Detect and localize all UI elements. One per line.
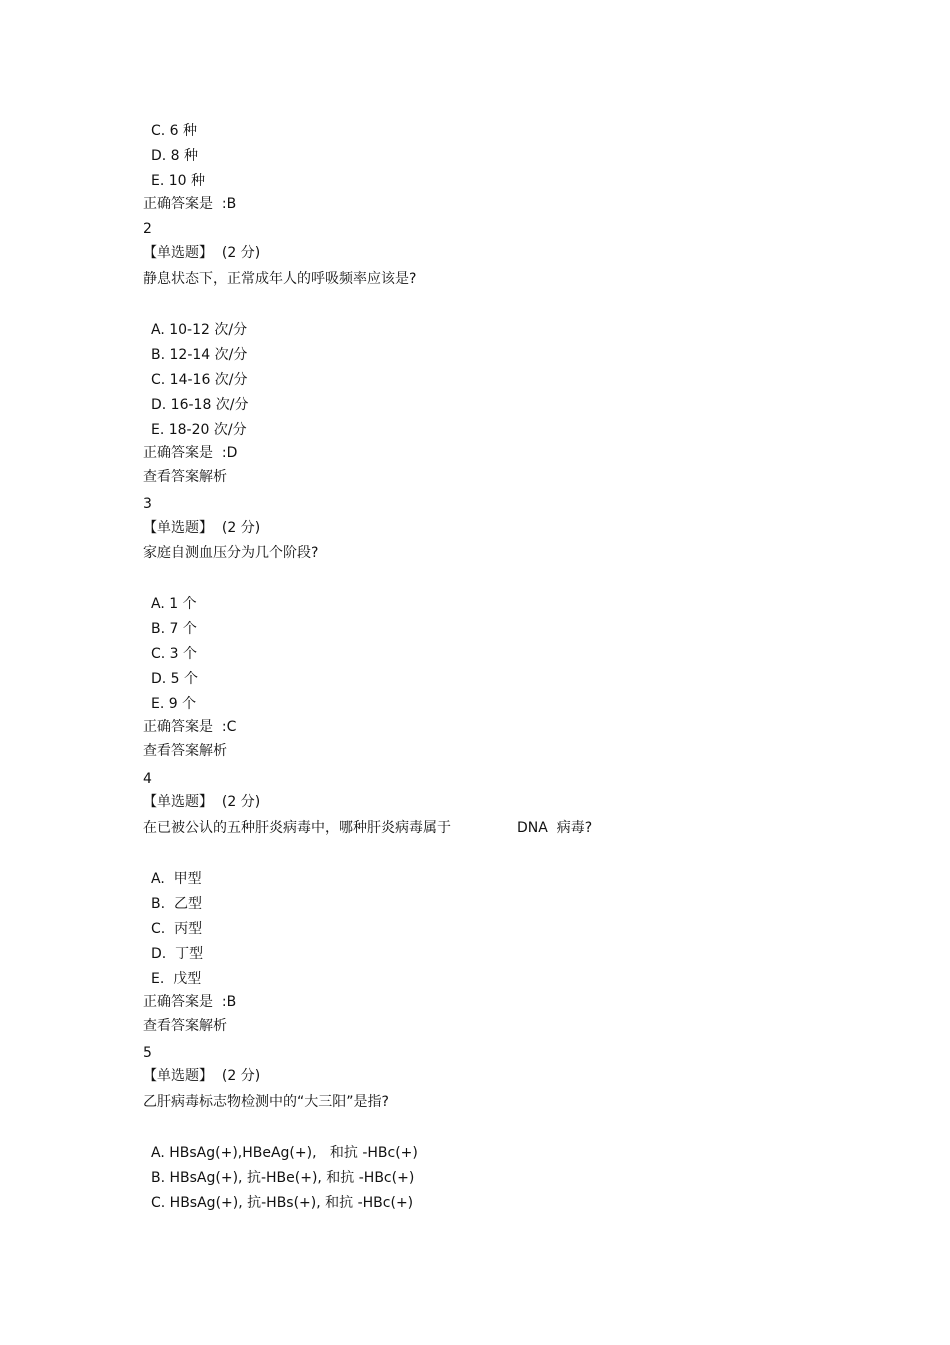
option-c: C. 3 个 [151, 646, 198, 662]
question-type: 【单选题】 (2 分) [143, 245, 261, 261]
option-b: B. 12-14 次/分 [151, 347, 248, 363]
option-a: A. 1 个 [151, 596, 197, 612]
option-c: C. HBsAg(+), 抗-HBs(+), 和抗 -HBc(+) [151, 1195, 414, 1211]
option-d: D. 16-18 次/分 [151, 397, 249, 413]
question-number: 3 [143, 496, 152, 512]
option-b: B. 乙型 [151, 896, 202, 912]
option-a: A. 甲型 [151, 871, 202, 887]
option-e: E. 9 个 [151, 696, 197, 712]
question-stem: 在已被公认的五种肝炎病毒中，哪种肝炎病毒属于 [143, 820, 451, 836]
option-a: A. HBsAg(+),HBeAg(+), 和抗 -HBc(+) [151, 1145, 418, 1161]
question-stem: 乙肝病毒标志物检测中的“大三阳”是指? [143, 1094, 389, 1110]
option-b: B. HBsAg(+), 抗-HBe(+), 和抗 -HBc(+) [151, 1170, 415, 1186]
option-e: E. 戊型 [151, 971, 202, 987]
option-d: D. 5 个 [151, 671, 199, 687]
option-c: C. 6 种 [151, 123, 198, 139]
option-b: B. 7 个 [151, 621, 197, 637]
question-number: 5 [143, 1045, 152, 1061]
view-analysis-link[interactable]: 查看答案解析 [143, 1018, 227, 1034]
view-analysis-link[interactable]: 查看答案解析 [143, 469, 227, 485]
option-d: D. 丁型 [151, 946, 204, 962]
question-stem: 家庭自测血压分为几个阶段? [143, 545, 319, 561]
question-stem: 静息状态下，正常成年人的呼吸频率应该是? [143, 271, 417, 287]
question-number: 4 [143, 771, 152, 787]
correct-answer: 正确答案是 :B [143, 196, 237, 212]
option-d: D. 8 种 [151, 148, 199, 164]
option-c: C. 丙型 [151, 921, 203, 937]
question-type: 【单选题】 (2 分) [143, 1068, 261, 1084]
correct-answer: 正确答案是 :B [143, 994, 237, 1010]
correct-answer: 正确答案是 :C [143, 719, 237, 735]
option-e: E. 18-20 次/分 [151, 422, 247, 438]
option-e: E. 10 种 [151, 173, 206, 189]
question-number: 2 [143, 221, 152, 237]
option-c: C. 14-16 次/分 [151, 372, 248, 388]
question-type: 【单选题】 (2 分) [143, 520, 261, 536]
option-a: A. 10-12 次/分 [151, 322, 248, 338]
question-stem-tail: DNA 病毒? [517, 820, 593, 836]
correct-answer: 正确答案是 :D [143, 445, 238, 461]
question-type: 【单选题】 (2 分) [143, 794, 261, 810]
view-analysis-link[interactable]: 查看答案解析 [143, 743, 227, 759]
